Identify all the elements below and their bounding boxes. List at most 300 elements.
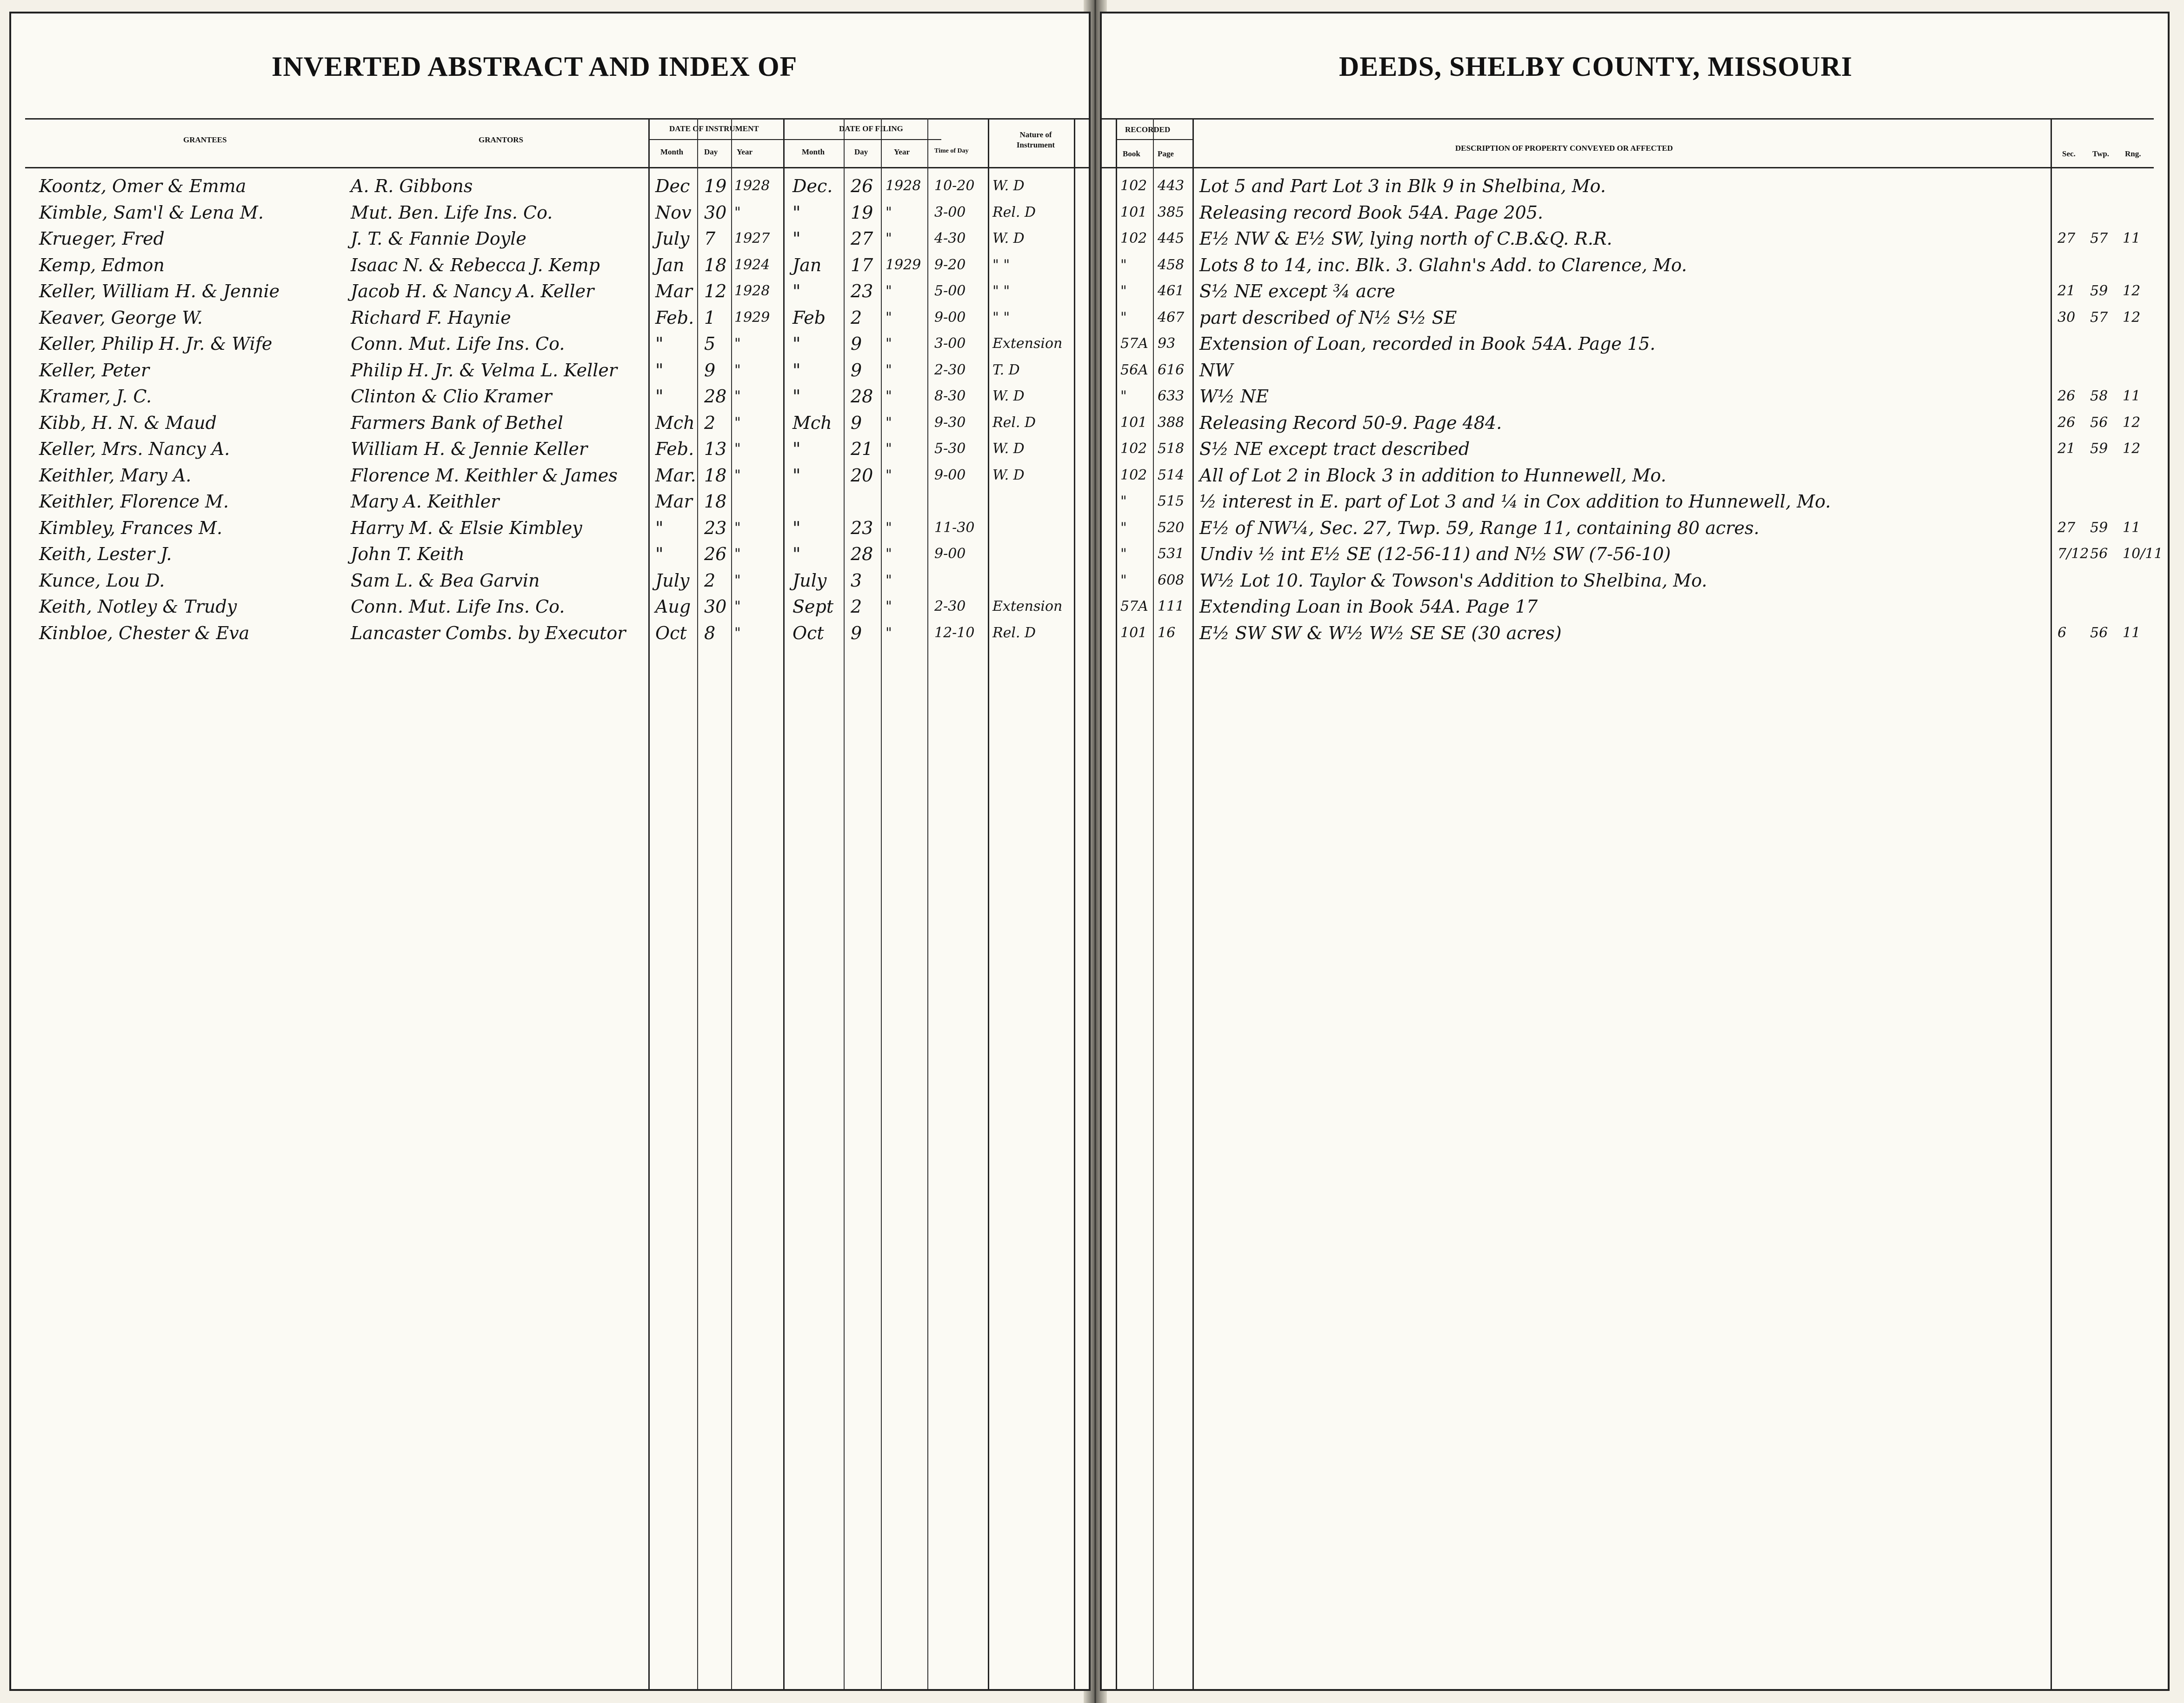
description-cell: E½ of NW¼, Sec. 27, Twp. 59, Range 11, containing 80 acres.: [1199, 517, 1759, 538]
description-cell: All of Lot 2 in Block 3 in addition to Hunnewell, Mo.: [1199, 465, 1666, 486]
grantor-cell: John T. Keith: [351, 544, 465, 564]
instrument-year-cell: ": [734, 546, 741, 562]
grantee-cell: Keller, Peter: [39, 360, 150, 381]
filing-month-cell: ": [792, 544, 801, 564]
grantee-cell: Keller, William H. & Jennie: [39, 281, 280, 301]
twp-cell: 59: [2090, 283, 2108, 299]
rng-cell: 12: [2123, 309, 2141, 326]
filing-year-cell: ": [886, 546, 892, 562]
book-cell: ": [1120, 256, 1127, 273]
ledger-row: [11, 332, 1089, 356]
filing-year-cell: ": [886, 230, 892, 247]
page-cell: 515: [1158, 493, 1185, 509]
filing-day-cell: 9: [851, 360, 862, 381]
filing-day-cell: 3: [851, 570, 862, 591]
instrument-year-cell: 1924: [734, 256, 770, 273]
date-of-filing-header: DATE OF FILING: [839, 124, 903, 133]
ledger-row: [11, 594, 1089, 619]
instrument-day-cell: 12: [704, 281, 727, 301]
ledger-row: [1102, 621, 2168, 645]
ledger-row: [1102, 437, 2168, 461]
page-cell: 461: [1158, 283, 1185, 299]
filing-day-cell: 9: [851, 622, 862, 643]
description-cell: Releasing Record 50-9. Page 484.: [1199, 412, 1502, 433]
grantee-cell: Keithler, Florence M.: [39, 491, 229, 512]
grantor-cell: Conn. Mut. Life Ins. Co.: [351, 334, 565, 354]
ledger-row: [1102, 568, 2168, 593]
description-cell: Undiv ½ int E½ SE (12-56-11) and N½ SW (7-56-10): [1199, 544, 1671, 564]
twp-cell: 57: [2090, 309, 2108, 326]
ledger-row: [1102, 489, 2168, 514]
time-of-day-cell: 9-00: [934, 309, 966, 326]
ledger-row: [1102, 542, 2168, 566]
description-cell: W½ Lot 10. Taylor & Towson's Addition to Shelbina, Mo.: [1199, 570, 1707, 591]
filing-month-cell: ": [792, 386, 801, 407]
grantor-cell: Lancaster Combs. by Executor: [351, 622, 626, 643]
twp-cell: 56: [2090, 624, 2108, 641]
filing-year-cell: ": [886, 335, 892, 352]
instrument-year-cell: ": [734, 519, 741, 536]
description-cell: E½ NW & E½ SW, lying north of C.B.&Q. R.R.: [1199, 228, 1612, 249]
ledger-row: [1102, 411, 2168, 435]
filing-month-cell: Jan: [792, 254, 822, 275]
ledger-row: [1102, 227, 2168, 251]
filing-month-cell: ": [792, 202, 801, 223]
instrument-year-cell: ": [734, 572, 741, 588]
instrument-day-cell: 28: [704, 386, 727, 407]
instrument-day-cell: 9: [704, 360, 716, 381]
ledger-row: [11, 411, 1089, 435]
description-cell: Lots 8 to 14, inc. Blk. 3. Glahn's Add. to Clarence, Mo.: [1199, 254, 1687, 275]
instrument-month-cell: Aug: [655, 596, 691, 617]
instrument-year-cell: ": [734, 598, 741, 614]
instrument-year-cell: ": [734, 388, 741, 404]
sec-cell: 27: [2057, 519, 2076, 536]
filing-year-cell: ": [886, 467, 892, 483]
instrument-month-cell: Feb.: [655, 439, 694, 459]
twp-header: Twp.: [2092, 149, 2110, 158]
nature-cell: " ": [992, 256, 1010, 273]
grantee-cell: Keith, Lester J.: [39, 544, 172, 564]
twp-cell: 56: [2090, 414, 2108, 431]
grantee-cell: Keith, Notley & Trudy: [39, 596, 237, 617]
grantee-cell: Kimbley, Frances M.: [39, 517, 223, 538]
instrument-year-cell: 1928: [734, 178, 770, 194]
page-cell: 388: [1158, 414, 1185, 431]
rng-cell: 12: [2123, 414, 2141, 431]
filing-year-cell: ": [886, 204, 892, 220]
description-cell: S½ NE except tract described: [1199, 439, 1470, 459]
book-cell: 101: [1120, 414, 1147, 431]
filing-month-cell: ": [792, 228, 801, 249]
nature-cell: Rel. D: [992, 624, 1036, 641]
sec-cell: 7/12: [2057, 546, 2089, 562]
sec-cell: 26: [2057, 388, 2076, 404]
book-cell: 56A: [1120, 361, 1148, 378]
time-of-day-cell: 8-30: [934, 388, 966, 404]
time-of-day-cell: 12-10: [934, 624, 975, 641]
filing-year-cell: ": [886, 624, 892, 641]
twp-cell: 56: [2090, 546, 2108, 562]
time-of-day-cell: 3-00: [934, 335, 966, 352]
ledger-row: [11, 384, 1089, 408]
nature-cell: " ": [992, 283, 1010, 299]
ledger-row: [1102, 279, 2168, 303]
instrument-year-cell: ": [734, 414, 741, 431]
grantee-cell: Keaver, George W.: [39, 307, 203, 328]
instrument-year-header: Year: [737, 147, 752, 156]
page-cell: 633: [1158, 388, 1185, 404]
ledger-row: [1102, 594, 2168, 619]
instrument-day-cell: 30: [704, 202, 727, 223]
instrument-day-cell: 26: [704, 544, 727, 564]
grantee-cell: Keller, Philip H. Jr. & Wife: [39, 334, 273, 354]
instrument-year-cell: 1928: [734, 283, 770, 299]
instrument-month-cell: ": [655, 386, 664, 407]
instrument-month-cell: Mar: [655, 491, 692, 512]
filing-year-cell: ": [886, 361, 892, 378]
nature-cell: Rel. D: [992, 414, 1036, 431]
twp-cell: 58: [2090, 388, 2108, 404]
rng-cell: 11: [2123, 519, 2141, 536]
instrument-day-cell: 8: [704, 622, 716, 643]
ledger-row: [1102, 174, 2168, 198]
rng-cell: 11: [2123, 624, 2141, 641]
ledger-row: [1102, 253, 2168, 277]
nature-cell: T. D: [992, 361, 1020, 378]
grantor-cell: Harry M. & Elsie Kimbley: [351, 517, 582, 538]
instrument-year-cell: ": [734, 441, 741, 457]
filing-day-cell: 9: [851, 334, 862, 354]
instrument-month-cell: Mch: [655, 412, 695, 433]
instrument-year-cell: ": [734, 467, 741, 483]
sec-cell: 6: [2057, 624, 2067, 641]
book-cell: ": [1120, 493, 1127, 509]
nature-of-instrument-header: Nature of Instrument: [1016, 130, 1055, 149]
book-cell: 102: [1120, 441, 1147, 457]
nature-cell: " ": [992, 309, 1010, 326]
ledger-row: [11, 279, 1089, 303]
ledger-row: [11, 621, 1089, 645]
filing-month-cell: July: [792, 570, 827, 591]
grantor-cell: Sam L. & Bea Garvin: [351, 570, 540, 591]
instrument-month-cell: Dec: [655, 176, 690, 196]
filing-day-cell: 17: [851, 254, 873, 275]
instrument-year-cell: ": [734, 335, 741, 352]
right-page-title: DEEDS, SHELBY COUNTY, MISSOURI: [1339, 51, 1853, 82]
instrument-month-cell: Mar.: [655, 465, 696, 486]
book-cell: ": [1120, 572, 1127, 588]
instrument-month-cell: Mar: [655, 281, 692, 301]
grantor-cell: Mary A. Keithler: [351, 491, 499, 512]
grantee-cell: Keithler, Mary A.: [39, 465, 192, 486]
time-of-day-header: Time of Day: [934, 147, 969, 154]
filing-year-cell: ": [886, 414, 892, 431]
sec-header: Sec.: [2062, 149, 2076, 158]
instrument-month-cell: ": [655, 517, 664, 538]
page-cell: 616: [1158, 361, 1185, 378]
time-of-day-cell: 9-00: [934, 467, 966, 483]
time-of-day-cell: 5-30: [934, 441, 966, 457]
instrument-day-cell: 1: [704, 307, 716, 328]
sec-cell: 26: [2057, 414, 2076, 431]
grantor-cell: Isaac N. & Rebecca J. Kemp: [351, 254, 600, 275]
date-subheader-rule: [648, 139, 941, 140]
instrument-year-cell: ": [734, 361, 741, 378]
filing-year-cell: ": [886, 309, 892, 326]
grantee-cell: Koontz, Omer & Emma: [39, 176, 246, 196]
description-cell: part described of N½ S½ SE: [1199, 307, 1457, 328]
ledger-row: [11, 174, 1089, 198]
twp-cell: 59: [2090, 519, 2108, 536]
ledger-row: [11, 306, 1089, 330]
ledger-row: [11, 358, 1089, 382]
rng-cell: 10/11: [2123, 546, 2163, 562]
right-page: [1100, 12, 2170, 1691]
filing-day-cell: 23: [851, 517, 873, 538]
filing-day-header: Day: [854, 147, 868, 156]
ledger-row: [11, 227, 1089, 251]
rng-cell: 11: [2123, 230, 2141, 247]
instrument-month-cell: ": [655, 334, 664, 354]
grantee-cell: Kemp, Edmon: [39, 254, 165, 275]
twp-cell: 57: [2090, 230, 2108, 247]
twp-cell: 59: [2090, 441, 2108, 457]
book-cell: 57A: [1120, 335, 1148, 352]
instrument-month-cell: Oct: [655, 622, 687, 643]
book-header: Book: [1123, 149, 1140, 158]
header-top-rule: [1102, 118, 2154, 120]
grantee-cell: Kinbloe, Chester & Eva: [39, 622, 250, 643]
filing-year-cell: ": [886, 283, 892, 299]
filing-day-cell: 2: [851, 596, 862, 617]
ledger-row: [1102, 463, 2168, 488]
sec-cell: 21: [2057, 283, 2076, 299]
ledger-row: [11, 253, 1089, 277]
page-cell: 467: [1158, 309, 1185, 326]
rng-cell: 11: [2123, 388, 2141, 404]
instrument-day-header: Day: [704, 147, 718, 156]
book-cell: ": [1120, 283, 1127, 299]
nature-cell: W. D: [992, 441, 1025, 457]
instrument-month-cell: July: [655, 228, 690, 249]
filing-month-cell: ": [792, 334, 801, 354]
grantor-cell: Philip H. Jr. & Velma L. Keller: [351, 360, 618, 381]
ledger-row: [1102, 358, 2168, 382]
filing-day-cell: 27: [851, 228, 873, 249]
filing-month-header: Month: [802, 147, 825, 156]
page-cell: 531: [1158, 546, 1185, 562]
ledger-row: [1102, 306, 2168, 330]
left-page: [9, 12, 1091, 1691]
page-cell: 16: [1158, 624, 1176, 641]
header-top-rule: [25, 118, 1089, 120]
page-cell: 111: [1158, 598, 1185, 614]
filing-month-cell: ": [792, 465, 801, 486]
recorded-subheader-rule: [1116, 139, 1192, 140]
book-cell: ": [1120, 519, 1127, 536]
ledger-row: [11, 463, 1089, 488]
instrument-month-cell: ": [655, 544, 664, 564]
book-cell: 101: [1120, 624, 1147, 641]
nature-cell: W. D: [992, 467, 1025, 483]
instrument-day-cell: 2: [704, 570, 716, 591]
instrument-day-cell: 18: [704, 491, 727, 512]
date-of-instrument-header: DATE OF INSTRUMENT: [669, 124, 759, 133]
ledger-row: [11, 437, 1089, 461]
time-of-day-cell: 9-20: [934, 256, 966, 273]
grantor-cell: Mut. Ben. Life Ins. Co.: [351, 202, 553, 223]
instrument-day-cell: 18: [704, 254, 727, 275]
grantor-cell: A. R. Gibbons: [351, 176, 473, 196]
filing-day-cell: 28: [851, 386, 873, 407]
instrument-day-cell: 18: [704, 465, 727, 486]
nature-cell: W. D: [992, 388, 1025, 404]
description-cell: Lot 5 and Part Lot 3 in Blk 9 in Shelbina, Mo.: [1199, 176, 1606, 196]
instrument-year-cell: 1929: [734, 309, 770, 326]
description-cell: W½ NE: [1199, 386, 1269, 407]
page-cell: 518: [1158, 441, 1185, 457]
page-cell: 458: [1158, 256, 1185, 273]
time-of-day-cell: 11-30: [934, 519, 975, 536]
filing-month-cell: Mch: [792, 412, 832, 433]
instrument-day-cell: 30: [704, 596, 727, 617]
grantor-cell: Farmers Bank of Bethel: [351, 412, 563, 433]
grantee-cell: Kunce, Lou D.: [39, 570, 165, 591]
description-cell: NW: [1199, 360, 1233, 381]
filing-year-cell: ": [886, 441, 892, 457]
book-cell: 102: [1120, 178, 1147, 194]
time-of-day-cell: 9-00: [934, 546, 966, 562]
filing-day-cell: 2: [851, 307, 862, 328]
time-of-day-cell: 2-30: [934, 598, 966, 614]
page-cell: 608: [1158, 572, 1185, 588]
instrument-day-cell: 7: [704, 228, 716, 249]
recorded-header: RECORDED: [1125, 125, 1171, 134]
filing-day-cell: 20: [851, 465, 873, 486]
instrument-month-cell: Nov: [655, 202, 692, 223]
filing-day-cell: 9: [851, 412, 862, 433]
header-bottom-rule: [25, 167, 1089, 168]
time-of-day-cell: 2-30: [934, 361, 966, 378]
page-cell: 385: [1158, 204, 1185, 220]
book-cell: 57A: [1120, 598, 1148, 614]
ledger-row: [1102, 332, 2168, 356]
time-of-day-cell: 10-20: [934, 178, 975, 194]
description-cell: ½ interest in E. part of Lot 3 and ¼ in Cox addition to Hunnewell, Mo.: [1199, 491, 1831, 512]
ledger-row: [11, 568, 1089, 593]
filing-day-cell: 21: [851, 439, 873, 459]
ledger-row: [11, 489, 1089, 514]
filing-month-cell: ": [792, 439, 801, 459]
grantor-cell: Conn. Mut. Life Ins. Co.: [351, 596, 565, 617]
description-cell: Releasing record Book 54A. Page 205.: [1199, 202, 1544, 223]
page-header: Page: [1158, 149, 1174, 158]
rng-cell: 12: [2123, 441, 2141, 457]
filing-month-cell: ": [792, 281, 801, 301]
description-cell: Extending Loan in Book 54A. Page 17: [1199, 596, 1538, 617]
filing-year-cell: 1928: [886, 178, 921, 194]
description-header: DESCRIPTION OF PROPERTY CONVEYED OR AFFECTED: [1455, 144, 1673, 153]
page-cell: 520: [1158, 519, 1185, 536]
grantee-cell: Keller, Mrs. Nancy A.: [39, 439, 230, 459]
left-page-title: INVERTED ABSTRACT AND INDEX OF: [272, 51, 798, 82]
filing-year-header: Year: [894, 147, 910, 156]
instrument-month-header: Month: [660, 147, 684, 156]
time-of-day-cell: 4-30: [934, 230, 966, 247]
filing-month-cell: Oct: [792, 622, 824, 643]
book-cell: 102: [1120, 230, 1147, 247]
filing-year-cell: ": [886, 598, 892, 614]
ledger-row: [11, 542, 1089, 566]
grantee-cell: Krueger, Fred: [39, 228, 165, 249]
book-cell: 102: [1120, 467, 1147, 483]
instrument-month-cell: ": [655, 360, 664, 381]
instrument-month-cell: Feb.: [655, 307, 694, 328]
filing-year-cell: ": [886, 388, 892, 404]
grantee-cell: Kramer, J. C.: [39, 386, 152, 407]
instrument-year-cell: ": [734, 204, 741, 220]
rng-header: Rng.: [2125, 149, 2141, 158]
grantees-header: GRANTEES: [183, 135, 227, 144]
instrument-year-cell: 1927: [734, 230, 770, 247]
instrument-day-cell: 5: [704, 334, 716, 354]
ledger-row: [11, 516, 1089, 540]
book-cell: ": [1120, 388, 1127, 404]
filing-day-cell: 23: [851, 281, 873, 301]
book-cell: ": [1120, 309, 1127, 326]
instrument-month-cell: July: [655, 570, 690, 591]
filing-month-cell: ": [792, 517, 801, 538]
header-bottom-rule: [1102, 167, 2154, 168]
grantee-cell: Kimble, Sam'l & Lena M.: [39, 202, 264, 223]
nature-cell: Extension: [992, 335, 1063, 352]
book-cell: ": [1120, 546, 1127, 562]
instrument-day-cell: 19: [704, 176, 727, 196]
filing-year-cell: ": [886, 572, 892, 588]
instrument-day-cell: 23: [704, 517, 727, 538]
nature-cell: W. D: [992, 230, 1025, 247]
time-of-day-cell: 9-30: [934, 414, 966, 431]
ledger-row: [1102, 200, 2168, 225]
grantor-cell: Richard F. Haynie: [351, 307, 511, 328]
filing-year-cell: ": [886, 519, 892, 536]
sec-cell: 27: [2057, 230, 2076, 247]
filing-month-cell: ": [792, 360, 801, 381]
grantor-cell: J. T. & Fannie Doyle: [351, 228, 526, 249]
instrument-year-cell: ": [734, 624, 741, 641]
sec-cell: 21: [2057, 441, 2076, 457]
grantor-cell: William H. & Jennie Keller: [351, 439, 588, 459]
ledger-row: [1102, 516, 2168, 540]
grantor-cell: Florence M. Keithler & James: [351, 465, 618, 486]
time-of-day-cell: 3-00: [934, 204, 966, 220]
description-cell: S½ NE except ¾ acre: [1199, 281, 1395, 301]
filing-month-cell: Feb: [792, 307, 826, 328]
rng-cell: 12: [2123, 283, 2141, 299]
filing-day-cell: 26: [851, 176, 873, 196]
filing-year-cell: 1929: [886, 256, 921, 273]
ledger-row: [1102, 384, 2168, 408]
nature-cell: Extension: [992, 598, 1063, 614]
sec-cell: 30: [2057, 309, 2076, 326]
filing-day-cell: 19: [851, 202, 873, 223]
page-cell: 93: [1158, 335, 1176, 352]
time-of-day-cell: 5-00: [934, 283, 966, 299]
grantors-header: GRANTORS: [479, 135, 524, 144]
book-cell: 101: [1120, 204, 1147, 220]
grantor-cell: Clinton & Clio Kramer: [351, 386, 552, 407]
